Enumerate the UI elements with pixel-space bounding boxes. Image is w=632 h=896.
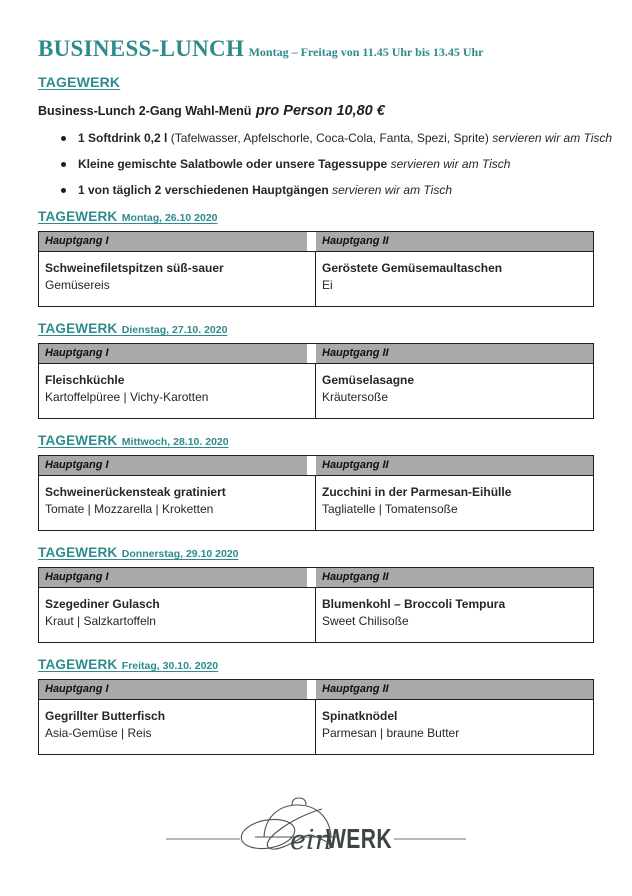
column-header-hauptgang-1: Hauptgang I — [39, 232, 307, 251]
menu-table-body-row — [39, 476, 593, 530]
bullet-lead-text: Kleine gemischte Salatbowle oder unsere Tagessuppe — [78, 157, 388, 171]
dish-cell — [39, 700, 316, 754]
day-heading-date: Donnerstag, 29.10 2020 — [121, 548, 239, 560]
column-header-hauptgang-2: Hauptgang II — [316, 568, 593, 587]
menu-table — [38, 679, 594, 755]
page-title — [38, 36, 594, 62]
menu-table — [38, 455, 594, 531]
day-heading-date: Freitag, 30.10. 2020 — [121, 660, 219, 672]
dish-sides: Sweet Chilisoße — [322, 614, 409, 628]
dish-sides: Asia-Gemüse | Reis — [45, 726, 152, 740]
bullet-note-text: servieren wir am Tisch — [390, 157, 511, 171]
dish-title: Schweinerückensteak gratiniert — [45, 485, 226, 499]
menu-table — [38, 231, 594, 307]
day-heading-label: TAGEWERK — [38, 433, 118, 448]
menu-table-header-row — [39, 344, 593, 364]
list-item — [38, 182, 594, 198]
column-header-hauptgang-2: Hauptgang II — [316, 232, 593, 251]
day-heading-label: TAGEWERK — [38, 321, 118, 336]
day-heading — [38, 544, 594, 562]
column-header-hauptgang-1: Hauptgang I — [39, 680, 307, 699]
dish-title: Spinatknödel — [322, 709, 398, 723]
dish-title: Szegediner Gulasch — [45, 597, 160, 611]
menu-table-header-row — [39, 456, 593, 476]
dish-sides: Tomate | Mozzarella | Kroketten — [45, 502, 214, 516]
dish-title: Gemüselasagne — [322, 373, 415, 387]
menu-table-header-row — [39, 232, 593, 252]
menu-table — [38, 343, 594, 419]
bullet-note-text: servieren wir am Tisch — [332, 183, 452, 197]
day-heading-label: TAGEWERK — [38, 545, 118, 560]
dish-title: Schweinefiletspitzen süß-sauer — [45, 261, 224, 275]
dish-title: Fleischküchle — [45, 373, 125, 387]
dish-cell — [316, 588, 593, 642]
dish-cell — [316, 252, 593, 306]
dish-title: Blumenkohl – Broccoli Tempura — [322, 597, 506, 611]
page-title-main: BUSINESS-LUNCH — [38, 36, 245, 61]
day-section-monday — [38, 208, 594, 307]
column-header-hauptgang-1: Hauptgang I — [39, 568, 307, 587]
menu-table-body-row — [39, 364, 593, 418]
list-item — [38, 156, 594, 172]
menu-intro-label: Business-Lunch 2-Gang Wahl-Menü — [38, 104, 252, 118]
menu-table-header-row — [39, 568, 593, 588]
dish-cell — [39, 364, 316, 418]
day-section-thursday — [38, 544, 594, 643]
day-heading — [38, 432, 594, 450]
logo-script-text: ein — [290, 825, 333, 856]
day-heading-label: TAGEWERK — [38, 657, 118, 672]
menu-table-body-row — [39, 252, 593, 306]
dish-cell — [39, 588, 316, 642]
tagewerk-heading-label: TAGEWERK — [38, 74, 121, 90]
day-heading-date: Dienstag, 27.10. 2020 — [121, 324, 228, 336]
bullet-lead-text: 1 Softdrink 0,2 l — [78, 131, 168, 145]
column-header-hauptgang-2: Hauptgang II — [316, 344, 593, 363]
dish-cell — [39, 252, 316, 306]
menu-table-body-row — [39, 588, 593, 642]
column-header-hauptgang-2: Hauptgang II — [316, 680, 593, 699]
feinwerk-logo — [0, 792, 632, 870]
dish-sides: Gemüsereis — [45, 278, 110, 292]
dish-sides: Kraut | Salzkartoffeln — [45, 614, 156, 628]
menu-table-body-row — [39, 700, 593, 754]
menu-table-header-row — [39, 680, 593, 700]
dish-sides: Kartoffelpüree | Vichy-Karotten — [45, 390, 209, 404]
dish-title: Gegrillter Butterfisch — [45, 709, 166, 723]
dish-title: Zucchini in der Parmesan-Eihülle — [322, 485, 512, 499]
day-heading — [38, 208, 594, 226]
day-heading-date: Montag, 26.10 2020 — [121, 212, 218, 224]
menu-table — [38, 567, 594, 643]
day-heading — [38, 320, 594, 338]
logo-werk-text: WERK — [326, 823, 392, 854]
day-heading-date: Mittwoch, 28.10. 2020 — [121, 436, 229, 448]
column-header-hauptgang-1: Hauptgang I — [39, 456, 307, 475]
included-items-list — [38, 130, 613, 198]
menu-intro-line — [38, 101, 594, 121]
day-section-tuesday — [38, 320, 594, 419]
dish-cell — [316, 364, 593, 418]
column-header-hauptgang-2: Hauptgang II — [316, 456, 593, 475]
day-heading-label: TAGEWERK — [38, 209, 118, 224]
dish-cell — [316, 476, 593, 530]
page-title-hours: Montag – Freitag von 11.45 Uhr bis 13.45 Uhr — [248, 45, 484, 59]
bullet-lead-text: 1 von täglich 2 verschiedenen Hauptgängen — [78, 183, 329, 197]
bullet-detail-text: (Tafelwasser, Apfelschorle, Coca-Cola, Fanta, Spezi, Sprite) — [170, 131, 489, 145]
dish-title: Geröstete Gemüsemaultaschen — [322, 261, 503, 275]
list-item — [38, 130, 613, 146]
dish-sides: Tagliatelle | Tomatensoße — [322, 502, 458, 516]
tagewerk-heading — [38, 74, 594, 92]
day-section-friday — [38, 656, 594, 755]
column-header-hauptgang-1: Hauptgang I — [39, 344, 307, 363]
dish-sides: Ei — [322, 278, 333, 292]
dish-sides: Kräutersoße — [322, 390, 389, 404]
day-heading — [38, 656, 594, 674]
cloche-logo-icon — [164, 792, 468, 870]
dish-cell — [316, 700, 593, 754]
menu-price: pro Person 10,80 € — [255, 103, 385, 119]
bullet-note-text: servieren wir am Tisch — [492, 131, 613, 145]
dish-cell — [39, 476, 316, 530]
day-section-wednesday — [38, 432, 594, 531]
dish-sides: Parmesan | braune Butter — [322, 726, 460, 740]
